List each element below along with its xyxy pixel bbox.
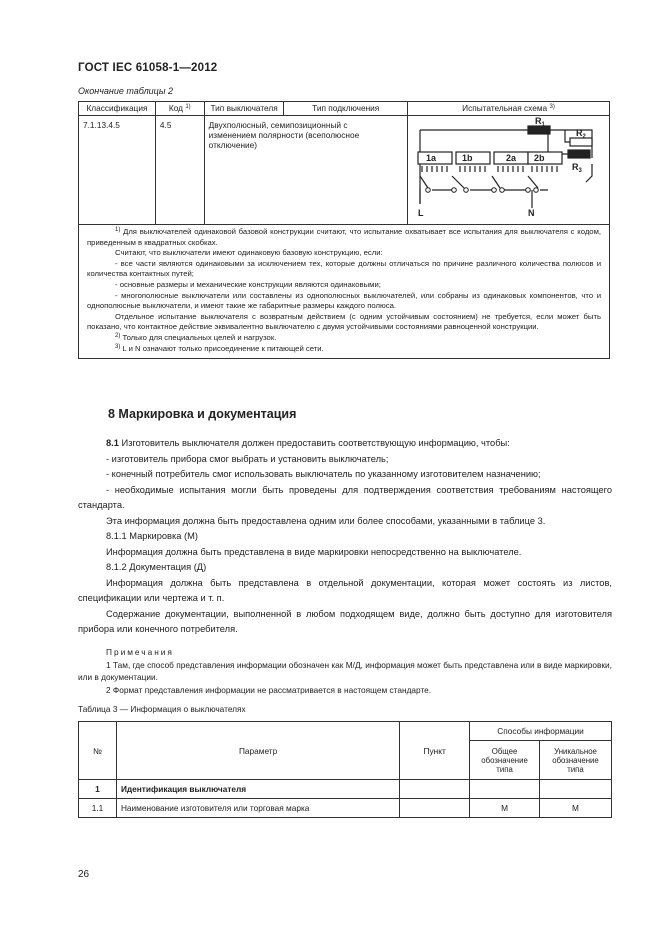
paragraph-8-1: 8.1 Изготовитель выключателя должен предоставить соответствующую информацию, чтобы: [106,438,510,448]
footnote-1-c: - основные размеры и механические конструкции являются одинаковыми; [115,279,381,289]
label-r3: $R_3$ [571,162,582,174]
col-switch-type: Тип выключателя [204,102,284,116]
t3-row1-clause [400,780,470,799]
t3-header-common: Общее обозначение типа [470,741,540,780]
table-2-footnotes [79,225,610,359]
t3-row1-common [470,780,540,799]
footnote-1-a: Считают, что выключатели имеют одинаковую базовую конструкцию, если: [115,248,383,258]
page-number: 26 [78,869,90,880]
t3-row2-common: М [470,799,540,818]
section-8-notes [78,646,612,696]
paragraph-content: Содержание документации, выполненной в любом подходящем виде, должно быть доступно для изготовителя прибора или конечного потребителя. [78,608,612,634]
label-1b: 1b [461,153,473,163]
t3-header-param: Параметр [116,722,399,780]
table-2 [78,101,610,359]
t3-header-methods: Способы информации [470,722,612,741]
note-1: 1 Там, где способ представления информации обозначен как М/Д, информация может быть представлена или в виде маркировки, или в документации. [78,659,612,682]
section-8-body [78,436,612,638]
table-row [79,799,612,818]
footnote-1-e: Отдельное испытание выключателя с возвратным действием (с одним устойчивым состоянием) не требуется, если может быть показано, что контактное действие эквивалентно выключателю с двумя устойчивыми состояниями равноценной конструкции. [87,311,601,332]
bullet-3: - необходимые испытания могли быть проведены для подтверждения соответствия требованиям настоящего стандарта. [78,484,612,510]
label-l: L [417,208,424,218]
t3-header-clause: Пункт [400,722,470,780]
cell-code: 4.5 [155,116,204,225]
t3-header-no: № [79,722,117,780]
section-8-title: 8 Маркировка и документация [108,407,297,421]
t3-row1-param: Идентификация выключателя [116,780,399,799]
table-continuation-label: Окончание таблицы 2 [78,86,173,96]
t3-row2-clause [400,799,470,818]
paragraph-info: Эта информация должна быть предоставлена одним или более способами, указанными в таблице 3. [106,515,546,526]
cell-classification: 7.1.13.4.5 [79,116,156,225]
bullet-2: - конечный потребитель смог использовать выключатель по указанному изготовителем назначению; [106,469,541,479]
test-circuit-diagram [408,116,608,220]
page-header: ГОСТ IEC 61058-1—2012 [78,62,218,74]
table-row [79,780,612,799]
t3-row2-unique: М [540,799,612,818]
label-2b: 2b [533,153,545,163]
col-connection-type: Тип подключения [284,102,407,116]
subsection-8-1-2-text: Информация должна быть представлена в отдельной документации, которая может состоять из листов, спецификации или чертежа и т. п. [78,577,612,603]
t3-header-unique: Уникальное обозначение типа [540,741,612,780]
t3-row1-unique [540,780,612,799]
footnote-1-b: - все части являются одинаковыми за исключением тех, которые должны отличаться по причине различного количества полюсов и количества контактных путей; [87,258,601,279]
col-code: Код $^{1)}$ [155,102,204,116]
label-n: N [527,208,535,218]
label-r1: $R_1$ [534,116,545,128]
label-1a: 1a [425,153,436,163]
footnote-1-d: - многополюсные выключатели или составлены из однополюсных выключателей, или собраны из одинаковых компонентов, что и однополюсные выключатели, и имеют такие же габаритные размеры каждого полюса. [87,290,601,311]
col-test-scheme: Испытательная схема $^{3)}$ [407,102,609,116]
footnote-3: $^{3)}$ L и N означают только присоединение к питающей сети. [115,343,324,353]
t3-row2-param: Наименование изготовителя или торговая марка [116,799,399,818]
bullet-1: - изготовитель прибора смог выбрать и установить выключатель; [106,453,389,464]
notes-title: Примечания [106,647,174,657]
subsection-8-1-2: 8.1.2 Документация (Д) [106,562,207,572]
label-2a: 2a [505,153,516,163]
t3-row2-no: 1.1 [79,799,117,818]
cell-test-scheme [407,116,609,225]
subsection-8-1-1: 8.1.1 Маркировка (М) [106,531,198,541]
label-r2: $R_2$ [575,128,586,140]
footnote-2: $^{2)}$ Только для специальных целей и нагрузок. [115,332,277,342]
col-classification: Классификация [79,102,156,116]
cell-switch-type: Двухполюсный, семипозиционный с изменением полярности (всеполюсное отключение) [204,116,407,225]
t3-row1-no: 1 [79,780,117,799]
table-3-caption: Таблица 3 — Информация о выключателях [78,704,246,714]
subsection-8-1-1-text: Информация должна быть представлена в виде маркировки непосредственно на выключателе. [106,546,522,557]
table-3 [78,721,612,818]
note-2: 2 Формат представления информации не рассматривается в настоящем стандарте. [106,684,432,695]
footnote-1: $^{1)}$ Для выключателей одинаковой базовой конструкции считают, что испытание охватывает все испытания для выключателя с кодом, приведенным в квадратных скобках. [87,227,602,247]
